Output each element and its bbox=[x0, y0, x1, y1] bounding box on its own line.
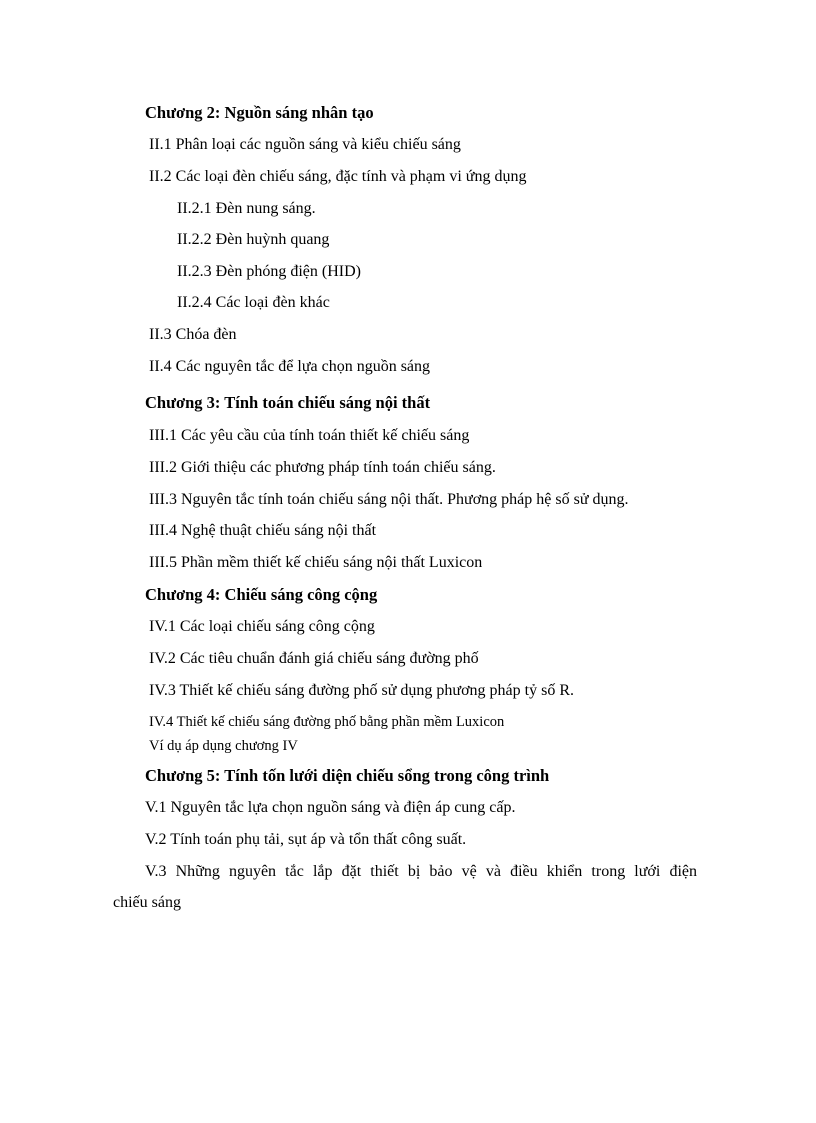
toc-item-III-3: III.3 Nguyên tắc tính toán chiếu sáng nội thất. Phương pháp hệ số sử dụng. bbox=[149, 491, 629, 508]
toc-item-V-2: V.2 Tính toán phụ tải, sụt áp và tổn thất công suất. bbox=[145, 831, 467, 848]
chapter-5-heading: Chương 5: Tính tốn lưới diện chiếu sổng trong công trình bbox=[145, 766, 550, 785]
chapter-4-heading: Chương 4: Chiếu sáng công cộng bbox=[145, 585, 378, 604]
toc-item-IV-2: IV.2 Các tiêu chuẩn đánh giá chiếu sáng đường phố bbox=[149, 650, 479, 667]
toc-item-II-2-4: II.2.4 Các loại đèn khác bbox=[177, 294, 330, 311]
toc-item-IV-1: IV.1 Các loại chiếu sáng công cộng bbox=[149, 618, 375, 635]
toc-item-IV-3: IV.3 Thiết kế chiếu sáng đường phố sử dụng phương pháp tỷ số R. bbox=[149, 682, 574, 699]
toc-item-III-2: III.2 Giới thiệu các phương pháp tính toán chiếu sáng. bbox=[149, 459, 496, 476]
toc-item-II-2-3: II.2.3 Đèn phóng điện (HID) bbox=[177, 263, 361, 280]
toc-item-II-4: II.4 Các nguyên tắc để lựa chọn nguồn sáng bbox=[149, 358, 431, 375]
toc-item-II-2-2: II.2.2 Đèn huỳnh quang bbox=[177, 231, 330, 248]
toc-item-V-1: V.1 Nguyên tắc lựa chọn nguồn sáng và điện áp cung cấp. bbox=[145, 799, 516, 816]
toc-item-IV-4: IV.4 Thiết kế chiếu sáng đường phố bằng phần mềm Luxicon bbox=[149, 714, 505, 730]
toc-item-IV-example: Ví dụ áp dụng chương IV bbox=[149, 738, 298, 754]
toc-item-II-1: II.1 Phân loại các nguồn sáng và kiểu chiếu sáng bbox=[149, 136, 461, 153]
toc-item-V-3-continuation: chiếu sáng bbox=[113, 894, 181, 911]
toc-item-II-2: II.2 Các loại đèn chiếu sáng, đặc tính và phạm vi ứng dụng bbox=[149, 168, 527, 185]
toc-item-III-4: III.4 Nghệ thuật chiếu sáng nội thất bbox=[149, 522, 377, 539]
toc-item-III-5: III.5 Phần mềm thiết kế chiếu sáng nội thất Luxicon bbox=[149, 554, 483, 571]
toc-item-II-2-1: II.2.1 Đèn nung sáng. bbox=[177, 200, 316, 217]
toc-item-V-3: V.3 Những nguyên tắc lắp đặt thiết bị bảo vệ và điều khiển trong lưới điện bbox=[145, 863, 697, 880]
chapter-2-heading: Chương 2: Nguồn sáng nhân tạo bbox=[145, 103, 374, 122]
chapter-3-heading: Chương 3: Tính toán chiếu sáng nội thất bbox=[145, 393, 431, 412]
toc-item-III-1: III.1 Các yêu cầu của tính toán thiết kế chiếu sáng bbox=[149, 427, 470, 444]
toc-item-II-3: II.3 Chóa đèn bbox=[149, 326, 237, 343]
